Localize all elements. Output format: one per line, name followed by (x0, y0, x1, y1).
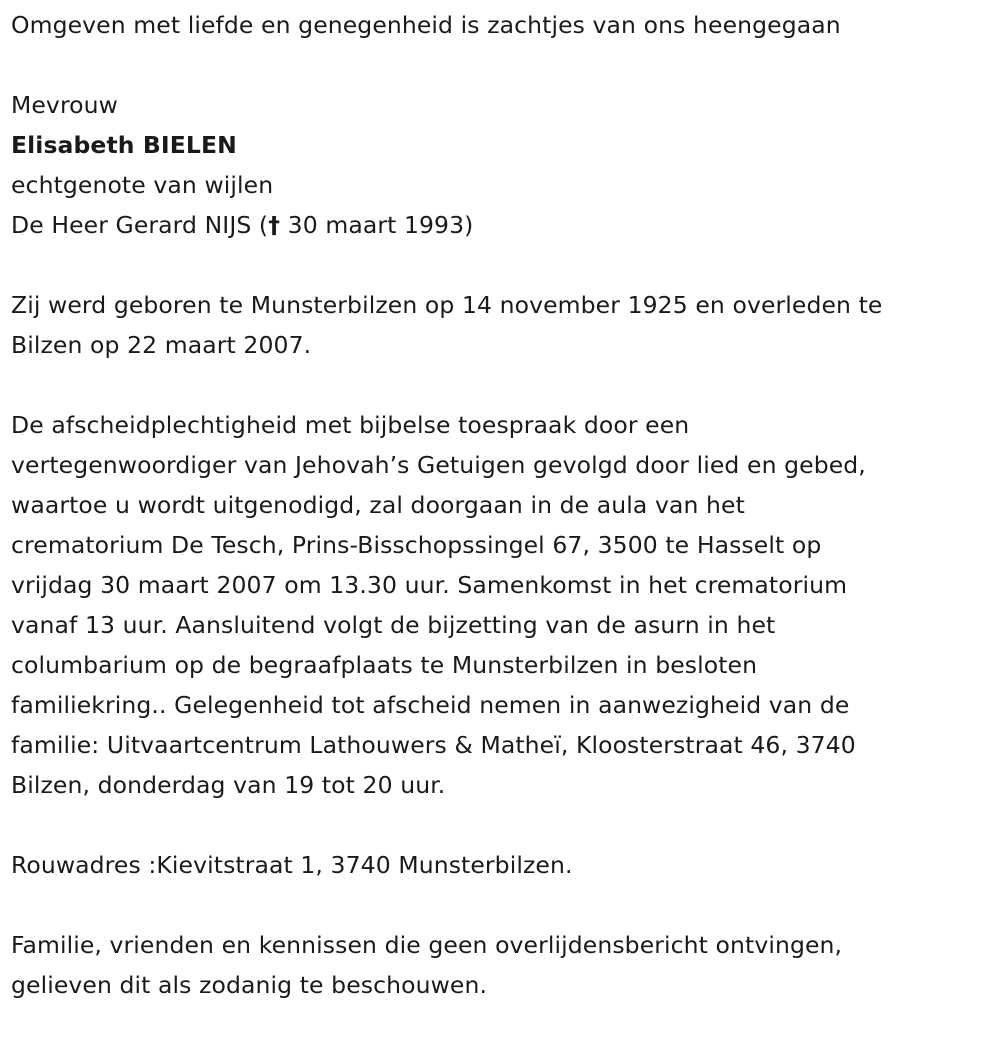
spouse-prefix: De Heer Gerard NIJS ( (11, 211, 269, 239)
paragraph-line: vrijdag 30 maart 2007 om 13.30 uur. Samenkomst in het crematorium (11, 571, 848, 599)
spacer (11, 245, 991, 285)
salutation: Mevrouw (11, 91, 118, 119)
spacer (11, 885, 991, 925)
spacer (11, 45, 991, 85)
paragraph-line: gelieven dit als zodanig te beschouwen. (11, 971, 488, 999)
paragraph-line: crematorium De Tesch, Prins-Bisschopssingel 67, 3500 te Hasselt op (11, 531, 822, 559)
paragraph-line: vanaf 13 uur. Aansluitend volgt de bijzetting van de asurn in het (11, 611, 776, 639)
cross-icon: † (268, 211, 281, 239)
deceased-name: Elisabeth BIELEN (11, 131, 237, 159)
paragraph-line: Zij werd geboren te Munsterbilzen op 14 november 1925 en overleden te (11, 291, 883, 319)
paragraph-line: waartoe u wordt uitgenodigd, zal doorgaan in de aula van het (11, 491, 745, 519)
paragraph-line: Bilzen, donderdag van 19 tot 20 uur. (11, 771, 446, 799)
spouse-death-date: 30 maart 1993) (280, 211, 474, 239)
paragraph-line: familie: Uitvaartcentrum Lathouwers & Matheï, Kloosterstraat 46, 3740 (11, 731, 856, 759)
closing-paragraph (11, 925, 991, 1005)
spouse-intro: echtgenote van wijlen (11, 171, 274, 199)
spacer (11, 365, 991, 405)
paragraph-line: vertegenwoordiger van Jehovah’s Getuigen gevolgd door lied en gebed, (11, 451, 866, 479)
mourning-address: Rouwadres :Kievitstraat 1, 3740 Munsterbilzen. (11, 851, 573, 879)
paragraph-line: Familie, vrienden en kennissen die geen overlijdensbericht ontvingen, (11, 931, 843, 959)
obituary-notice (11, 5, 991, 1005)
spacer (11, 805, 991, 845)
paragraph-line: De afscheidplechtigheid met bijbelse toespraak door een (11, 411, 690, 439)
birth-death-paragraph (11, 285, 991, 365)
intro-text: Omgeven met liefde en genegenheid is zachtjes van ons heengegaan (11, 11, 841, 39)
ceremony-paragraph (11, 405, 991, 805)
paragraph-line: familiekring.. Gelegenheid tot afscheid nemen in aanwezigheid van de (11, 691, 850, 719)
paragraph-line: Bilzen op 22 maart 2007. (11, 331, 312, 359)
spouse-line (11, 205, 991, 245)
paragraph-line: columbarium op de begraafplaats te Munsterbilzen in besloten (11, 651, 758, 679)
